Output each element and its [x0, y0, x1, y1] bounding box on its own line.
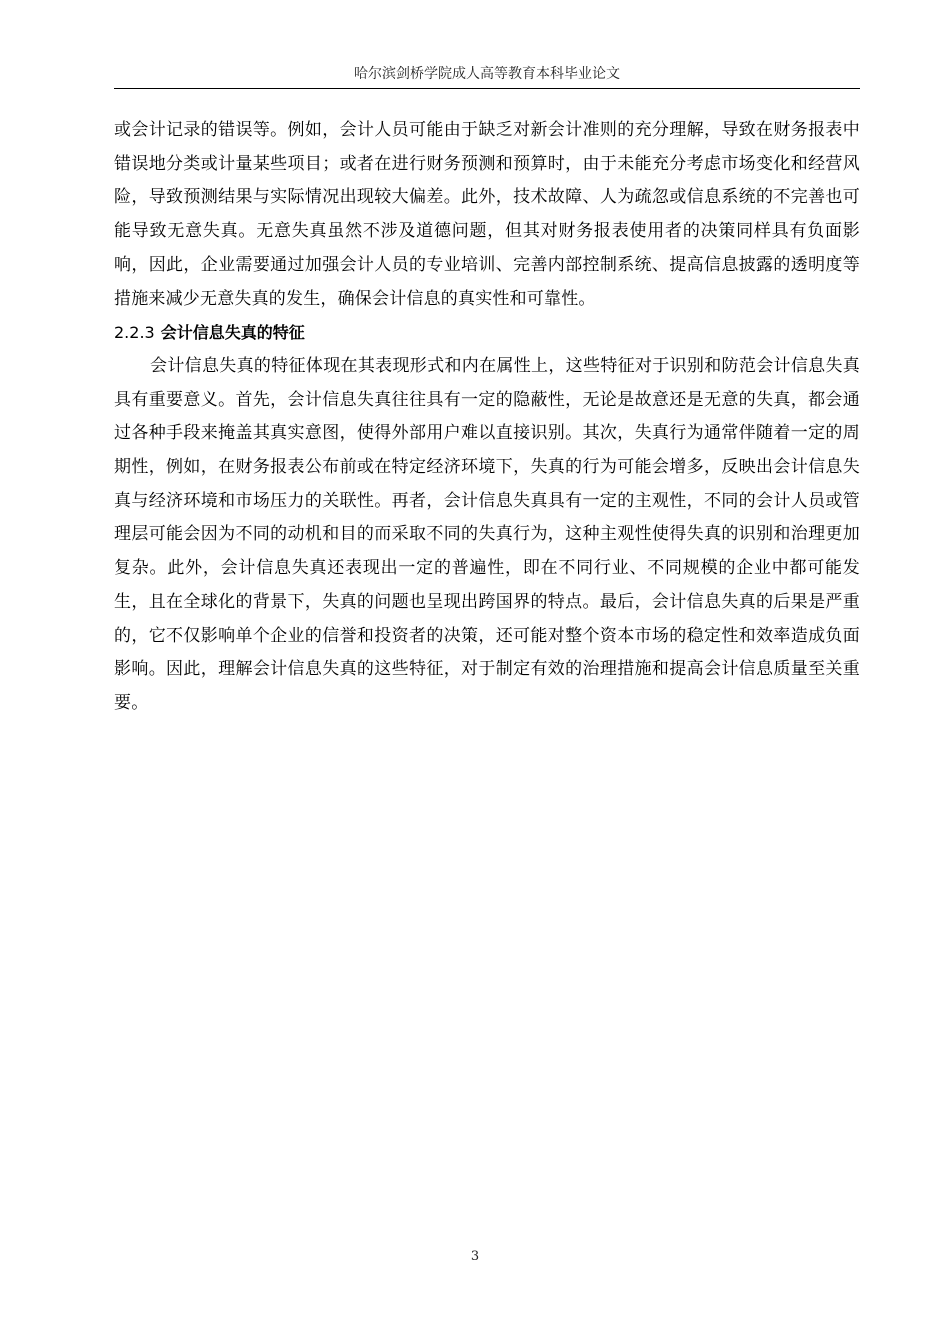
- page-body: [114, 114, 860, 721]
- section-heading: [114, 316, 860, 350]
- continuation-paragraph: 或会计记录的错误等。例如，会计人员可能由于缺乏对新会计准则的充分理解，导致在财务报表中错误地分类或计量某些项目；或者在进行财务预测和预算时，由于未能充分考虑市场变化和经营风险，导致预测结果与实际情况出现较大偏差。此外，技术故障、人为疏忽或信息系统的不完善也可能导致无意失真。无意失真虽然不涉及道德问题，但其对财务报表使用者的决策同样具有负面影响，因此，企业需要通过加强会计人员的专业培训、完善内部控制系统、提高信息披露的透明度等措施来减少无意失真的发生，确保会计信息的真实性和可靠性。: [114, 120, 860, 309]
- page-number: 3: [470, 1249, 480, 1264]
- section-title: 会计信息失真的特征: [160, 323, 305, 343]
- header-divider: [114, 88, 860, 89]
- page-header: 哈尔滨剑桥学院成人高等教育本科毕业论文: [354, 66, 620, 82]
- section-number: 2.2.3: [114, 323, 155, 343]
- section-paragraph: 会计信息失真的特征体现在其表现形式和内在属性上，这些特征对于识别和防范会计信息失真具有重要意义。首先，会计信息失真往往具有一定的隐蔽性，无论是故意还是无意的失真，都会通过各种手段来掩盖其真实意图，使得外部用户难以直接识别。其次，失真行为通常伴随着一定的周期性，例如，在财务报表公布前或在特定经济环境下，失真的行为可能会增多，反映出会计信息失真与经济环境和市场压力的关联性。再者，会计信息失真具有一定的主观性，不同的会计人员或管理层可能会因为不同的动机和目的而采取不同的失真行为，这种主观性使得失真的识别和治理更加复杂。此外，会计信息失真还表现出一定的普遍性，即在不同行业、不同规模的企业中都可能发生，且在全球化的背景下，失真的问题也呈现出跨国界的特点。最后，会计信息失真的后果是严重的，它不仅影响单个企业的信誉和投资者的决策，还可能对整个资本市场的稳定性和效率造成负面影响。因此，理解会计信息失真的这些特征，对于制定有效的治理措施和提高会计信息质量至关重要。: [114, 355, 860, 713]
